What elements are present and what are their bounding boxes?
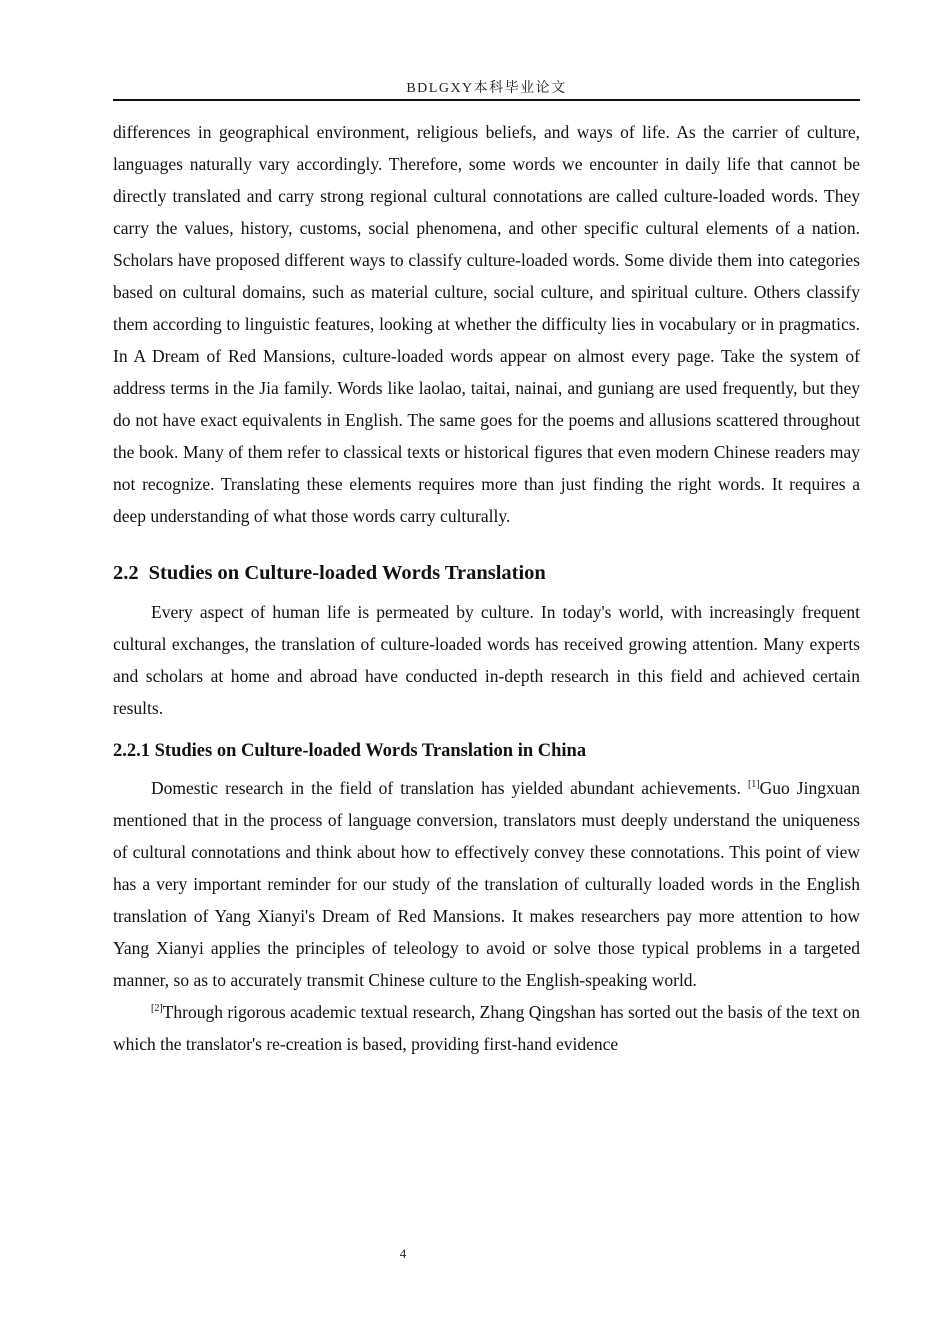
header-rule	[113, 99, 860, 101]
paragraph-text: Guo Jingxuan mentioned that in the process of language conversion, translators must deeply understand the uniqueness of cultural connotations and think about how to effectively convey these connotations. This point of view has a very important reminder for our study of the translation of culturally loaded words in the English translation of Yang Xianyi's Dream of Red Mansions. It makes researchers pay more attention to how Yang Xianyi applies the principles of teleology to avoid or solve those typical problems in a targeted manner, so as to accurately transmit Chinese culture to the English-speaking world.	[113, 778, 860, 990]
paragraph-text: Domestic research in the field of translation has yielded abundant achievements.	[151, 778, 748, 798]
citation-ref: [2]	[151, 1003, 163, 1015]
page-body	[113, 116, 860, 1060]
section-title: Studies on Culture-loaded Words Translation	[148, 562, 546, 584]
paragraph-text: Through rigorous academic textual research, Zhang Qingshan has sorted out the basis of the text on which the translator's re-creation is based, providing first-hand evidence	[113, 1002, 860, 1054]
subsection-heading-2-2-1: 2.2.1 Studies on Culture-loaded Words Translation in China	[113, 741, 587, 761]
body-paragraph: Every aspect of human life is permeated by culture. In today's world, with increasingly frequent cultural exchanges, the translation of culture-loaded words has received growing attention. Many experts and scholars at home and abroad have conducted in-depth research in this field and achieved certain results.	[113, 602, 860, 718]
section-heading-2-2	[113, 558, 860, 588]
body-paragraph	[113, 996, 860, 1060]
section-number: 2.2	[113, 562, 139, 584]
body-paragraph: differences in geographical environment, religious beliefs, and ways of life. As the carrier of culture, languages naturally vary accordingly. Therefore, some words we encounter in daily life that cannot be directly translated and carry strong regional cultural connotations are called culture-loaded words. They carry the values, history, customs, social phenomena, and other specific cultural elements of a nation. Scholars have proposed different ways to classify culture-loaded words. Some divide them into categories based on cultural domains, such as material culture, social culture, and spiritual culture. Others classify them according to linguistic features, looking at whether the difficulty lies in vocabulary or in pragmatics. In A Dream of Red Mansions, culture-loaded words appear on almost every page. Take the system of address terms in the Jia family. Words like laolao, taitai, nainai, and guniang are used frequently, but they do not have exact equivalents in English. The same goes for the poems and allusions scattered throughout the book. Many of them refer to classical texts or historical figures that even modern Chinese readers may not recognize. Translating these elements requires more than just finding the right words. It requires a deep understanding of what those words carry culturally.	[113, 122, 860, 526]
body-paragraph	[113, 772, 860, 996]
citation-ref: [1]	[747, 779, 760, 791]
page-number: 4	[399, 1246, 407, 1261]
running-header: BDLGXY本科毕业论文	[406, 81, 567, 96]
